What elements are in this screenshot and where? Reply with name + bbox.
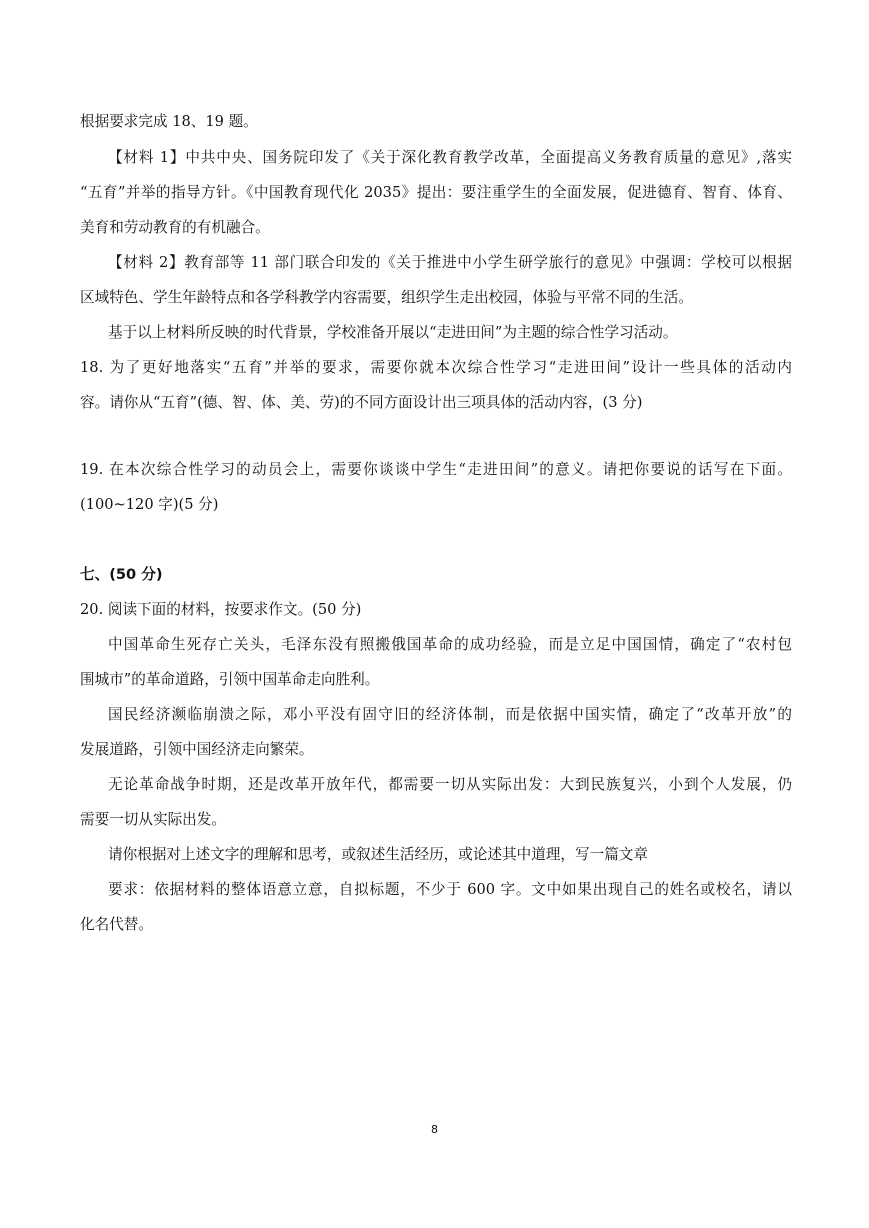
material-2-line-2: 区域特色、学生年龄特点和各学科教学内容需要，组织学生走出校园，体验与平常不同的生活。 — [80, 289, 693, 306]
essay-material-para-3-line-1: 无论革命战争时期，还是改革开放年代，都需要一切从实际出发：大到民族复兴，小到个人发展，仍 — [108, 776, 792, 793]
essay-material-para-1-line-2: 围城市”的革命道路，引领中国革命走向胜利。 — [80, 671, 380, 688]
question-18-line-2: 容。请你从“五育”(德、智、体、美、劳)的不同方面设计出三项具体的活动内容，(3 分) — [80, 394, 643, 411]
essay-material-para-3-line-2: 需要一切从实际出发。 — [80, 811, 226, 828]
question-19-line-1: 19. 在本次综合性学习的动员会上，需要你谈谈中学生“走进田间”的意义。请把你要说的话写在下面。 — [80, 461, 792, 478]
material-1-line-3: 美育和劳动教育的有机融合。 — [80, 219, 270, 236]
material-1-line-2: “五育”并举的指导方针。《中国教育现代化 2035》提出：要注重学生的全面发展，促进德育、智育、体育、 — [80, 184, 792, 201]
essay-instruction: 请你根据对上述文字的理解和思考，或叙述生活经历，或论述其中道理，写一篇文章 — [108, 846, 648, 863]
essay-material-para-2-line-2: 发展道路，引领中国经济走向繁荣。 — [80, 741, 314, 758]
essay-material-para-1-line-1: 中国革命生死存亡关头，毛泽东没有照搬俄国革命的成功经验，而是立足中国国情，确定了“农村包 — [108, 636, 792, 653]
intro-text: 根据要求完成 18、19 题。 — [80, 113, 258, 130]
essay-material-para-2-line-1: 国民经济濒临崩溃之际，邓小平没有固守旧的经济体制，而是依据中国实情，确定了“改革开放”的 — [108, 706, 792, 723]
material-2-line-1: 【材料 2】教育部等 11 部门联合印发的《关于推进中小学生研学旅行的意见》中强调：学校可以根据 — [108, 254, 792, 271]
material-1-line-1: 【材料 1】中共中央、国务院印发了《关于深化教育教学改革，全面提高义务教育质量的意见》,落实 — [108, 149, 792, 166]
essay-requirement-line-1: 要求：依据材料的整体语意立意，自拟标题，不少于 600 字。文中如果出现自己的姓名或校名，请以 — [108, 881, 792, 898]
page-number: 8 — [431, 1123, 438, 1136]
background-text: 基于以上材料所反映的时代背景，学校准备开展以“走进田间”为主题的综合性学习活动。 — [108, 324, 678, 341]
question-19-line-2: (100~120 字)(5 分) — [80, 496, 219, 513]
section-7-heading: 七、(50 分) — [80, 566, 163, 583]
question-18-line-1: 18. 为了更好地落实“五育”并举的要求，需要你就本次综合性学习“走进田间”设计一些具体的活动内 — [80, 359, 792, 376]
essay-requirement-line-2: 化名代替。 — [80, 916, 153, 933]
question-20-prompt: 20. 阅读下面的材料，按要求作文。(50 分) — [80, 601, 362, 618]
